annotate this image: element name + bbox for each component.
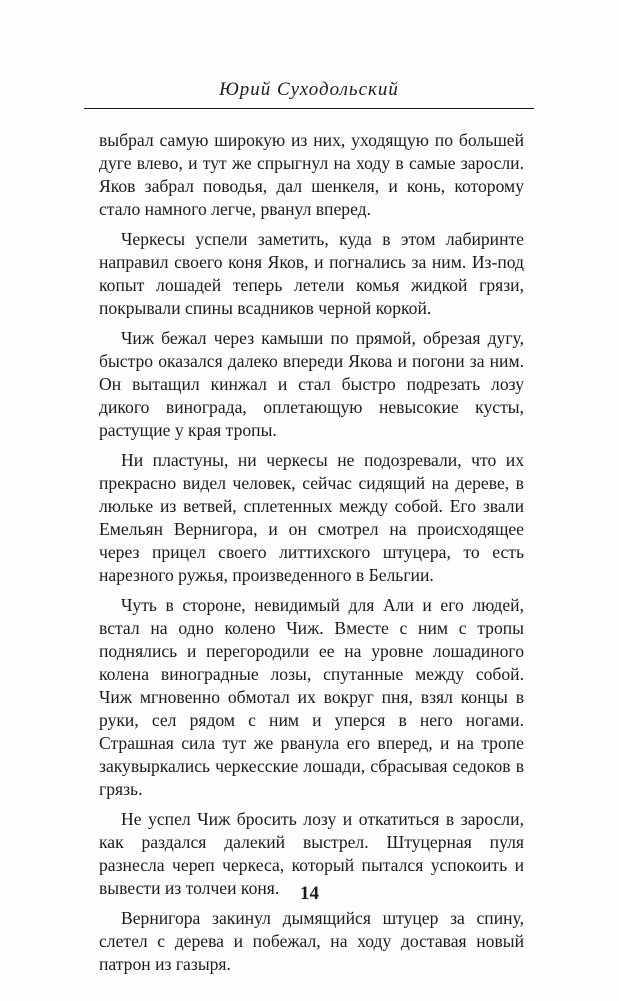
running-head-author: Юрий Суходольский xyxy=(219,79,399,100)
paragraph-5: Чуть в стороне, невидимый для Али и его людей, встал на одно колено Чиж. Вместе с ним с тропы поднялись и перегородили ее на уровне лошадиного колена виноградные лозы, спутанные между собой. Чиж мгновенно обмотал их вокруг пня, взял концы в руки, сел рядом с ним и уперся в него ногами. Страшная сила тут же рванула его вперед, и на тропе закувыркались черкесские лошади, сбрасывая седоков в грязь. xyxy=(99,595,524,799)
header-rule xyxy=(84,108,534,109)
paragraph-3: Чиж бежал через камыши по прямой, обрезая дугу, быстро оказался далеко впереди Якова и погони за ним. Он вытащил кинжал и стал быстро подрезать лозу дикого винограда, оплетающую невысокие кусты, растущие у края тропы. xyxy=(99,328,524,440)
paragraph-2: Черкесы успели заметить, куда в этом лабиринте направил своего коня Яков, и погнались за ним. Из-под копыт лошадей теперь летели комья жидкой грязи, покрывали спины всадников черной коркой. xyxy=(99,229,524,318)
paragraph-1: выбрал самую широкую из них, уходящую по большей дуге влево, и тут же спрыгнул на ходу в самые заросли. Яков забрал поводья, дал шенкеля, и конь, которому стало намного легче, рванул вперед. xyxy=(99,130,524,219)
paragraph-4: Ни пластуны, ни черкесы не подозревали, что их прекрасно видел человек, сейчас сидящий на дереве, в люльке из ветвей, сплетенных между собой. Его звали Емельян Вернигора, и он смотрел на происходящее через прицел своего литтихского штуцера, то есть нарезного ружья, произведенного в Бельгии. xyxy=(99,450,524,585)
paragraph-6: Не успел Чиж бросить лозу и откатиться в заросли, как раздался далекий выстрел. Штуцерная пуля разнесла череп черкеса, который пытался успокоить и вывести из толчеи коня. xyxy=(99,809,524,898)
paragraph-7: Вернигора закинул дымящийся штуцер за спину, слетел с дерева и побежал, на ходу доставая новый патрон из газыря. xyxy=(99,908,524,974)
page-number: 14 xyxy=(300,883,319,904)
body-text xyxy=(99,129,524,983)
